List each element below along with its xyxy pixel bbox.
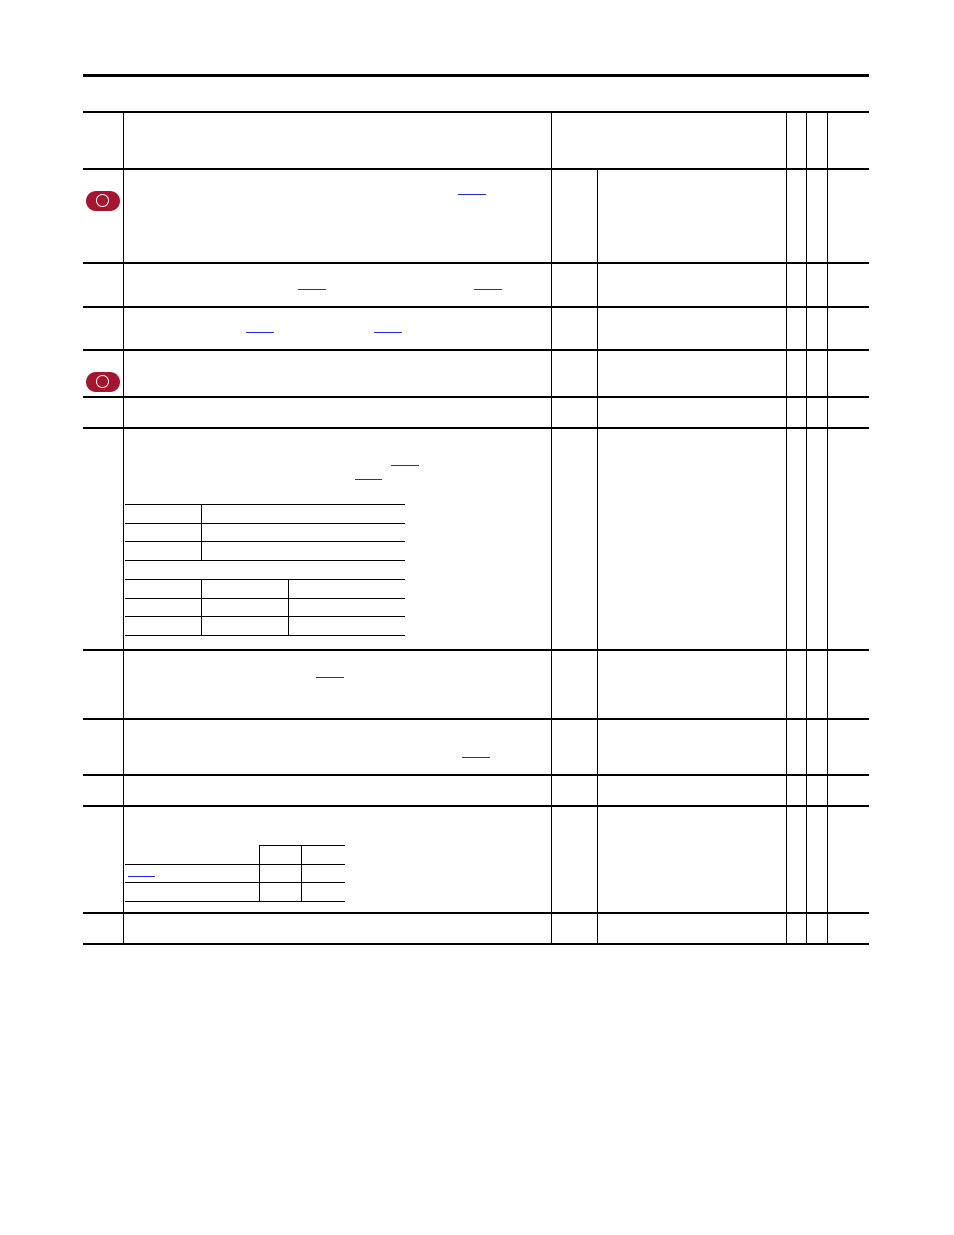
nested-table-rule [125, 635, 405, 636]
column-divider [551, 112, 552, 944]
nested-table-divider [288, 579, 289, 635]
table-bottom-rule [83, 943, 869, 945]
nested-table-rule [125, 864, 345, 865]
cross-reference-link[interactable] [355, 479, 382, 480]
column-divider [597, 169, 598, 944]
row-status-badge [86, 372, 120, 392]
row-separator [83, 649, 869, 651]
row-separator [83, 427, 869, 429]
cross-reference-link[interactable] [458, 194, 486, 195]
ring-icon [96, 194, 109, 207]
cross-reference-link[interactable] [474, 289, 502, 290]
page-top-rule [83, 74, 869, 77]
cross-reference-link[interactable] [246, 332, 274, 333]
nested-table-rule [125, 541, 405, 542]
cross-reference-link[interactable] [298, 289, 326, 290]
cross-reference-link[interactable] [128, 876, 155, 877]
row-separator [83, 805, 869, 807]
cross-reference-link[interactable] [391, 465, 419, 466]
cross-reference-link[interactable] [374, 332, 402, 333]
nested-table-rule [125, 560, 405, 561]
row-separator [83, 306, 869, 308]
ring-icon [96, 375, 109, 388]
nested-table-rule [125, 504, 405, 505]
nested-table-rule [259, 845, 345, 846]
row-separator [83, 262, 869, 264]
nested-table-rule [125, 616, 405, 617]
row-separator [83, 774, 869, 776]
nested-table-rule [125, 598, 405, 599]
table-header-bottom-rule [83, 168, 869, 170]
row-separator [83, 396, 869, 398]
cross-reference-link[interactable] [462, 757, 490, 758]
nested-table-rule [125, 523, 405, 524]
row-separator [83, 912, 869, 914]
column-divider [806, 112, 807, 944]
nested-table-rule [125, 901, 345, 902]
nested-table-rule [125, 579, 405, 580]
nested-table-divider [259, 845, 260, 901]
row-separator [83, 718, 869, 720]
nested-table-rule [125, 882, 345, 883]
nested-table-divider [201, 579, 202, 635]
column-divider [827, 112, 828, 944]
cross-reference-link[interactable] [316, 677, 344, 678]
nested-table-divider [301, 845, 302, 901]
table-header-top-rule [83, 111, 869, 113]
column-divider [786, 112, 787, 944]
row-separator [83, 349, 869, 351]
row-status-badge [86, 191, 120, 211]
column-divider [123, 112, 124, 944]
nested-table-divider [201, 504, 202, 560]
